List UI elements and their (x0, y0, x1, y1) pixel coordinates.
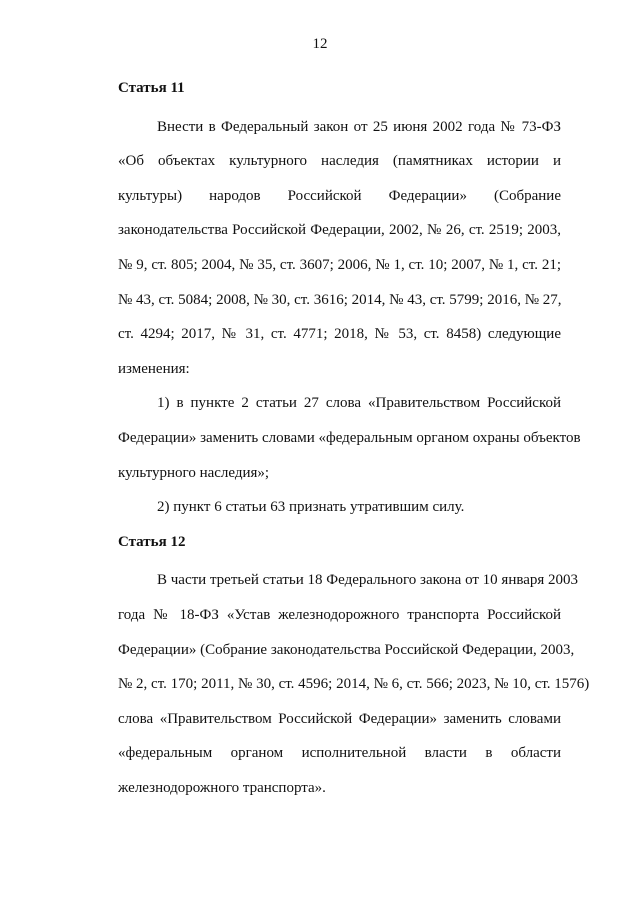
text-line: № 9, ст. 805; 2004, № 35, ст. 3607; 2006, № 1, ст. 10; 2007, № 1, ст. 21; (118, 256, 561, 273)
text-line: 1) в пункте 2 статьи 27 слова «Правительством Российской (157, 395, 561, 412)
text-line: № 2, ст. 170; 2011, № 30, ст. 4596; 2014, № 6, ст. 566; 2023, № 10, ст. 1576) (118, 676, 590, 693)
text-line: изменения: (118, 360, 190, 377)
document-body (79, 71, 590, 805)
text-line: законодательства Российской Федерации, 2002, № 26, ст. 2519; 2003, (118, 222, 561, 239)
text-line: культуры) народов Российской Федерации» (Собрание (118, 187, 561, 204)
text-line: Федерации» (Собрание законодательства Российской Федерации, 2003, (118, 641, 575, 658)
article-12-body (79, 563, 590, 805)
text-line: 2) пункт 6 статьи 63 признать утратившим силу. (157, 499, 465, 516)
article-11-item-2 (79, 490, 561, 525)
text-line: ст. 4294; 2017, № 31, ст. 4771; 2018, № 53, ст. 8458) следующие (118, 326, 561, 343)
page-number: 12 (312, 36, 328, 52)
text-line: «федеральным органом исполнительной власти в области (118, 745, 561, 762)
article-12-heading: Статья 12 (118, 533, 186, 550)
text-line: железнодорожного транспорта». (118, 779, 326, 796)
article-11-heading: Статья 11 (118, 80, 185, 96)
text-line: слова «Правительством Российской Федерации» заменить словами (118, 710, 561, 727)
text-line: Внести в Федеральный закон от 25 июня 2002 года № 73-ФЗ (157, 118, 561, 135)
text-line: Федерации» заменить словами «федеральным органом охраны объектов (118, 429, 581, 446)
article-11-intro (79, 110, 561, 387)
article-11-item-1 (79, 386, 581, 490)
text-line: № 43, ст. 5084; 2008, № 30, ст. 3616; 2014, № 43, ст. 5799; 2016, № 27, (118, 291, 562, 308)
text-line: года № 18-ФЗ «Устав железнодорожного транспорта Российской (118, 606, 561, 623)
text-line: «Об объектах культурного наследия (памятниках истории и (118, 153, 561, 170)
text-line: культурного наследия»; (118, 464, 270, 481)
text-line: В части третьей статьи 18 Федерального закона от 10 января 2003 (157, 572, 579, 589)
